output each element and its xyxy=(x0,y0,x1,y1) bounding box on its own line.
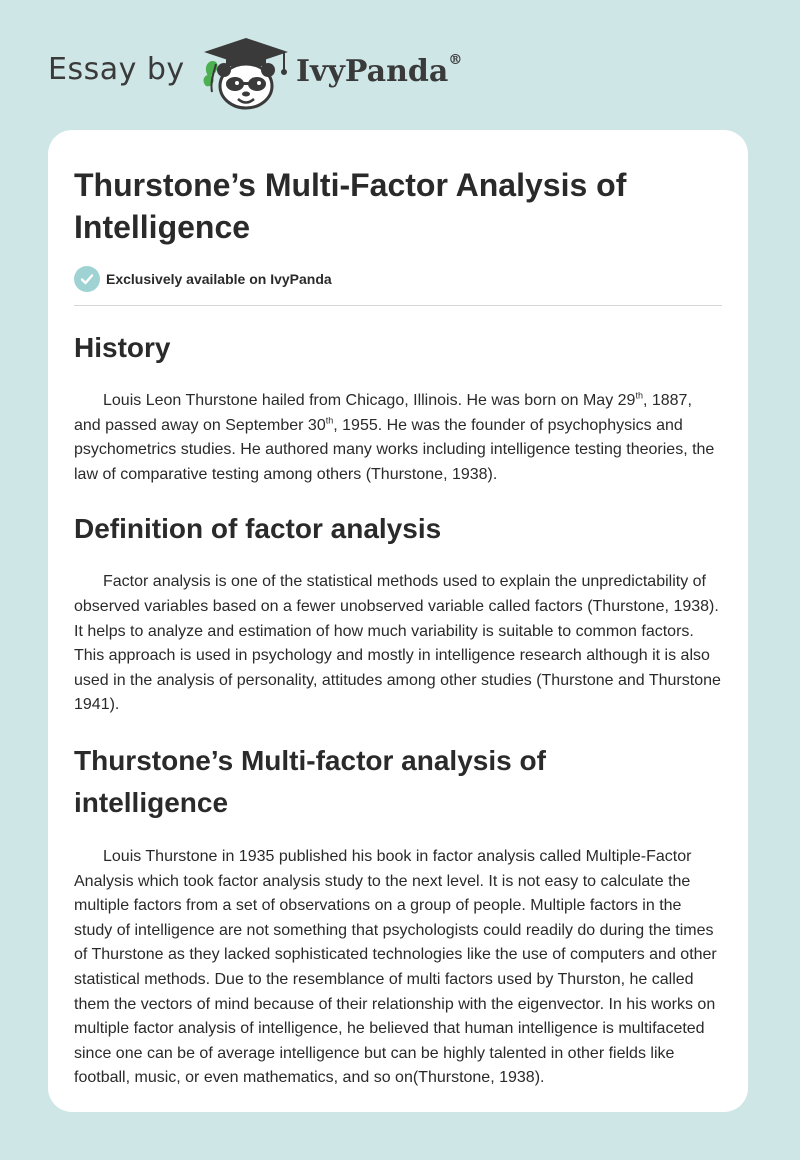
superscript: th xyxy=(635,390,643,401)
essay-by-label: Essay by xyxy=(48,52,185,87)
panda-graduate-icon[interactable] xyxy=(200,36,292,110)
section-multifactor xyxy=(74,740,722,1091)
superscript: th xyxy=(325,415,334,426)
brand-name[interactable]: IvyPanda® xyxy=(296,52,463,89)
section-paragraph: Louis Leon Thurstone hailed from Chicago, Illinois. He was born on May 29th, 1887, and passed away on September 30th, 1955. He was the founder of psychophysics and psychometrics studies. He authored many works including intelligence testing theories, the law of comparative testing among others (Thurstone, 1938). xyxy=(74,390,715,483)
check-icon xyxy=(74,266,100,292)
registered-mark: ® xyxy=(448,52,463,68)
section-heading: Thurstone’s Multi-factor analysis of intelligence xyxy=(74,744,546,818)
exclusive-label: Exclusively available on IvyPanda xyxy=(106,271,332,287)
section-paragraph: Louis Thurstone in 1935 published his book in factor analysis called Multiple-Factor Analysis which took factor analysis study to the next level. It is not easy to calculate the multiple factors from a set of observations on a group of people. Multiple factors in the study of intelligence are not something that psychologists could readily do during the times of Thurstone as they lacked sophisticated technologies like the use of computers and other statistical methods. Due to the resemblance of multi factors used by Thurston, he called them the vectors of mind because of their relationship with the eigenvector. In his works on multiple factor analysis of intelligence, he believed that human intelligence is multifaceted since one can be of average intelligence but can be highly talented in other fields like football, music, or even mathematics, and so on(Thurstone, 1938). xyxy=(74,847,717,1087)
section-heading: Definition of factor analysis xyxy=(74,513,442,545)
essay-title: Thurstone’s Multi-Factor Analysis of Intelligence xyxy=(74,167,627,245)
exclusive-notice xyxy=(74,266,722,292)
section-heading: History xyxy=(74,332,171,363)
section-paragraph: Factor analysis is one of the statistical methods used to explain the unpredictability of observed variables based on a fewer unobserved variable called factors (Thurstone, 1938). It helps to analyze and estimation of how much variability is suitable to common factors. This approach is used in psychology and mostly in intelligence research although it is also used in the analysis of personality, attitudes among other studies (Thurstone and Thurstone 1941). xyxy=(74,573,721,714)
site-header xyxy=(0,0,800,130)
divider xyxy=(74,305,722,306)
section-definition xyxy=(74,509,722,718)
section-history xyxy=(74,328,722,487)
essay-card xyxy=(48,130,748,1112)
